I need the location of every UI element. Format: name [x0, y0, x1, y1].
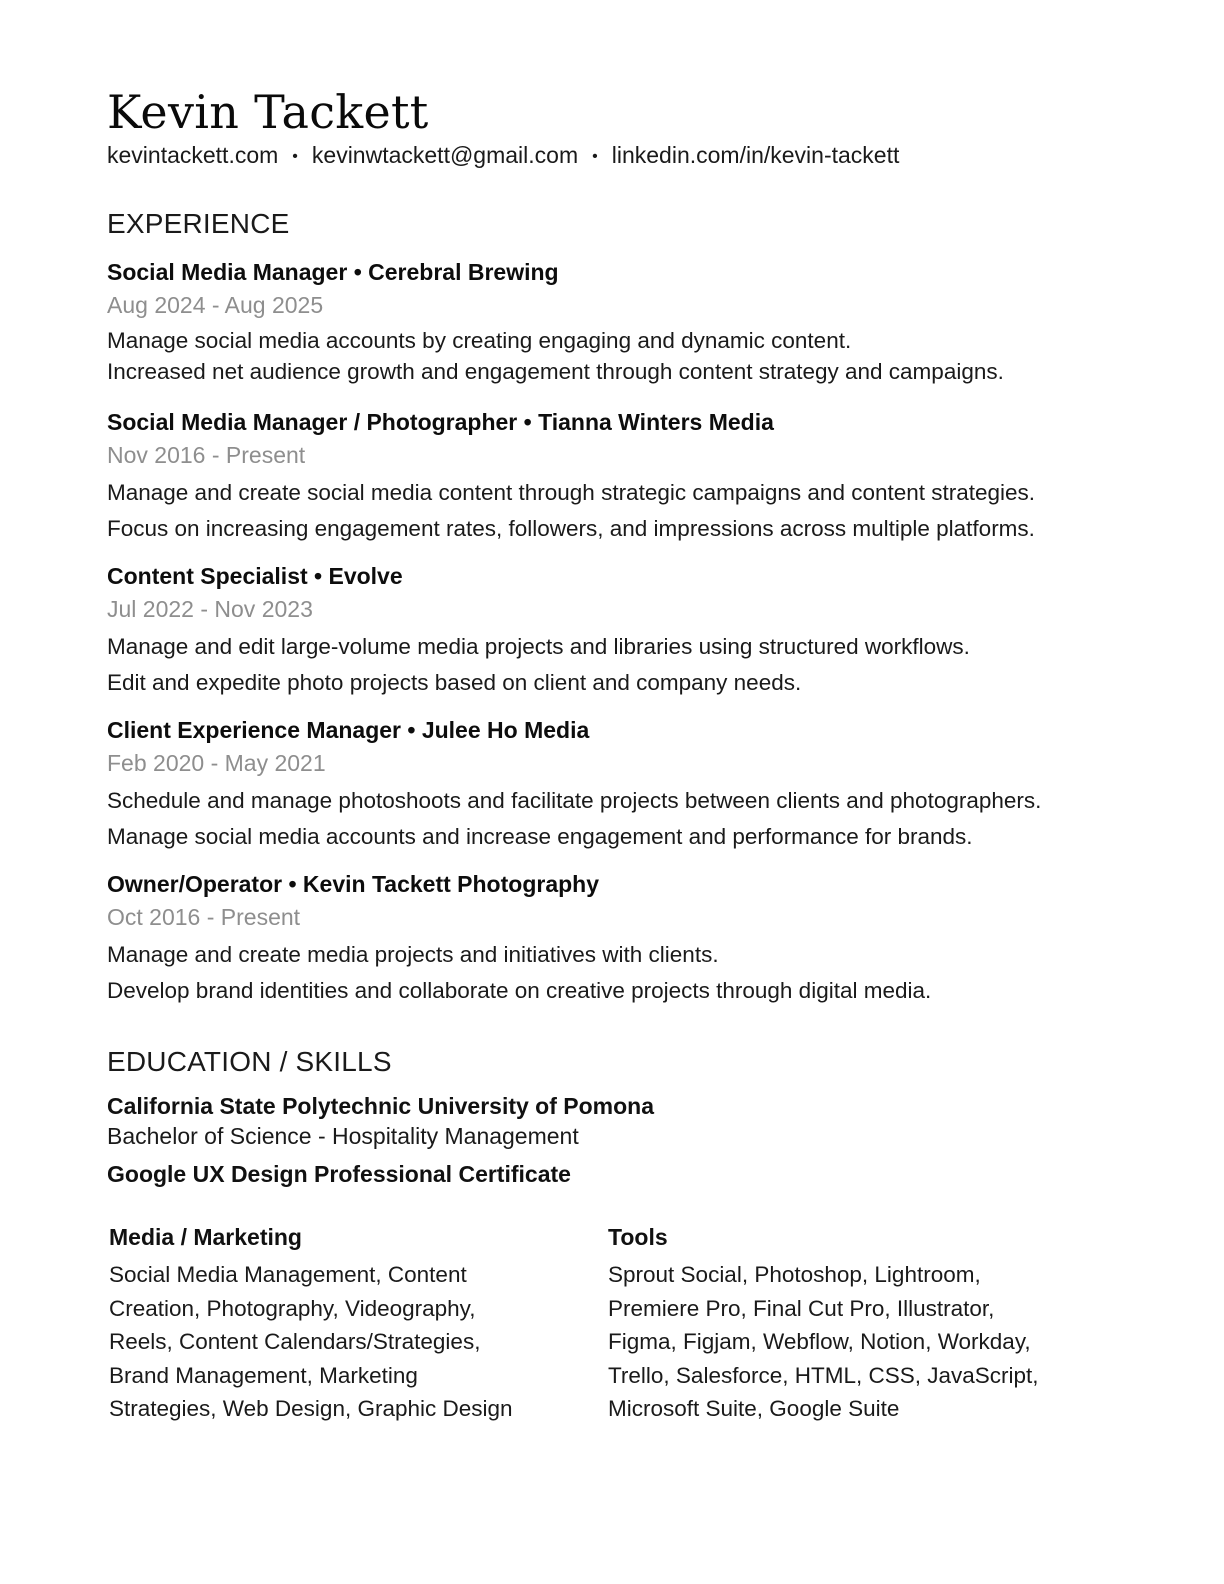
skills-media-column — [109, 1222, 608, 1426]
education-degree: Bachelor of Science - Hospitality Management — [107, 1123, 579, 1149]
education-school: California State Polytechnic University of Pomona — [107, 1093, 655, 1119]
job-description-line: Manage and create social media content through strategic campaigns and content strategies. — [107, 480, 1036, 505]
skills-columns — [107, 1222, 1117, 1426]
resume-page — [107, 84, 1117, 1426]
skills-tools-heading: Tools — [608, 1224, 668, 1250]
job-description-line: Manage social media accounts and increase engagement and performance for brands. — [107, 824, 973, 849]
job-description-line: Increased net audience growth and engagement through content strategy and campaigns. — [107, 359, 1004, 384]
contact-line — [107, 140, 1117, 172]
education-skills-heading: EDUCATION / SKILLS — [107, 1046, 392, 1077]
job-description-line: Manage and create media projects and initiatives with clients. — [107, 942, 719, 967]
job-entry — [107, 715, 1117, 855]
job-title: Owner/Operator • Kevin Tackett Photography — [107, 871, 599, 897]
job-title: Social Media Manager / Photographer • Tianna Winters Media — [107, 409, 774, 435]
job-description-line: Focus on increasing engagement rates, followers, and impressions across multiple platforms. — [107, 516, 1035, 541]
contact-separator: • — [592, 148, 598, 165]
job-description-line: Edit and expedite photo projects based on client and company needs. — [107, 670, 802, 695]
job-entry — [107, 869, 1117, 1009]
candidate-name: Kevin Tackett — [107, 85, 429, 139]
job-title: Social Media Manager • Cerebral Brewing — [107, 259, 559, 285]
education-certificate: Google UX Design Professional Certificate — [107, 1161, 571, 1187]
skills-media-heading: Media / Marketing — [109, 1224, 302, 1250]
contact-separator: • — [292, 148, 298, 165]
job-title: Client Experience Manager • Julee Ho Media — [107, 717, 590, 743]
job-dates: Nov 2016 - Present — [107, 442, 306, 468]
experience-heading: EXPERIENCE — [107, 208, 290, 239]
email-link[interactable]: kevinwtackett@gmail.com — [311, 142, 579, 168]
job-entry — [107, 407, 1117, 547]
skills-media-list: Social Media Management, Content Creation, Photography, Videography, Reels, Content Calendars/Strategies, Brand Management, Marketing Strategies, Web Design, Graphic Design — [109, 1262, 513, 1421]
website-link[interactable]: kevintackett.com — [107, 142, 279, 168]
skills-tools-list: Sprout Social, Photoshop, Lightroom, Premiere Pro, Final Cut Pro, Illustrator, Figma, Figjam, Webflow, Notion, Workday, Trello, Salesforce, HTML, CSS, JavaScript, Microsoft Suite, Google Suite — [608, 1262, 1039, 1421]
job-dates: Feb 2020 - May 2021 — [107, 750, 326, 776]
job-dates: Aug 2024 - Aug 2025 — [107, 292, 324, 318]
job-dates: Jul 2022 - Nov 2023 — [107, 596, 313, 622]
job-entry — [107, 257, 1117, 387]
skills-tools-column — [608, 1222, 1108, 1426]
job-description-line: Manage and edit large-volume media projects and libraries using structured workflows. — [107, 634, 970, 659]
job-dates: Oct 2016 - Present — [107, 904, 301, 930]
job-entry — [107, 561, 1117, 701]
job-description-line: Develop brand identities and collaborate on creative projects through digital media. — [107, 978, 932, 1003]
job-title: Content Specialist • Evolve — [107, 563, 403, 589]
job-description-line: Manage social media accounts by creating engaging and dynamic content. — [107, 328, 852, 353]
linkedin-link[interactable]: linkedin.com/in/kevin-tackett — [611, 142, 900, 168]
job-description-line: Schedule and manage photoshoots and facilitate projects between clients and photographers. — [107, 788, 1042, 813]
